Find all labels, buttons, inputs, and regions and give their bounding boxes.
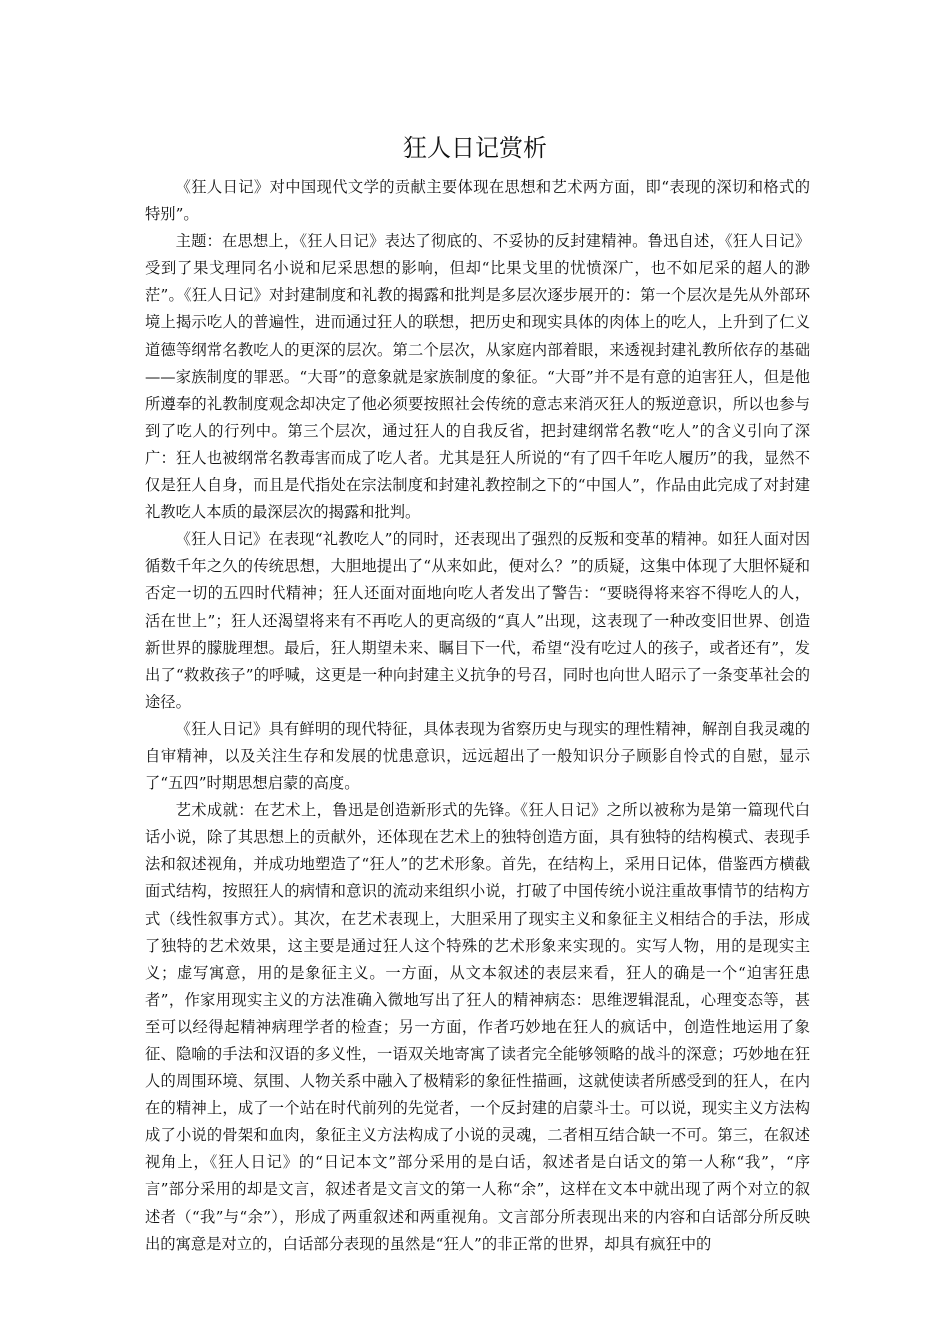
paragraph-artistic-achievement: 艺术成就：在艺术上，鲁迅是创造新形式的先锋。《狂人日记》之所以被称为是第一篇现代白话小说，除了其思想上的贡献外，还体现在艺术上的独特创造方面，具有独特的结构模式、表现手法和叙述视角，并成功地塑造了“狂人”的艺术形象。首先，在结构上，采用日记体，借鉴西方横截面式结构，按照狂人的病情和意识的流动来组织小说，打破了中国传统小说注重故事情节的结构方式（线性叙事方式）。其次，在艺术表现上，大胆采用了现实主义和象征主义相结合的手法，形成了独特的艺术效果，这主要是通过狂人这个特殊的艺术形象来实现的。实写人物，用的是现实主义；虚写寓意，用的是象征主义。一方面，从文本叙述的表层来看，狂人的确是一个“迫害狂患者”，作家用现实主义的方法准确入微地写出了狂人的精神病态：思维逻辑混乱，心理变态等，甚至可以经得起精神病理学者的检查；另一方面，作者巧妙地在狂人的疯话中，创造性地运用了象征、隐喻的手法和汉语的多义性，一语双关地寄寓了读者完全能够领略的战斗的深意；巧妙地在狂人的周围环境、氛围、人物关系中融入了极精彩的象征性描画，这就使读者所感受到的狂人，在内在的精神上，成了一个站在时代前列的先觉者，一个反封建的启蒙斗士。可以说，现实主义方法构成了小说的骨架和血肉，象征主义方法构成了小说的灵魂，二者相互结合缺一不可。第三，在叙述视角上，《狂人日记》的“日记本文”部分采用的是白话，叙述者是白话文的第一人称“我”，“序言”部分采用的却是文言，叙述者是文言文的第一人称“余”，这样在文本中就出现了两个对立的叙述者（“我”与“余”），形成了两重叙述和两重视角。文言部分所表现出来的内容和白话部分所反映出的寓意是对立的，白话部分表现的虽然是“狂人”的非正常的世界，却具有疯狂中的 xyxy=(145,801,810,1253)
paragraph-rebellion: 《狂人日记》在表现“礼教吃人”的同时，还表现出了强烈的反叛和变革的精神。如狂人面对因循数千年之久的传统思想，大胆地提出了“从来如此，便对么？”的质疑，这集中体现了大胆怀疑和否定一切的五四时代精神；狂人还面对面地向吃人者发出了警告：“要晓得将来容不得吃人的人，活在世上”；狂人还渴望将来有不再吃人的更高级的“真人”出现，这表现了一种改变旧世界、创造新世界的朦胧理想。最后，狂人期望未来、瞩目下一代，希望“没有吃过人的孩子，或者还有”，发出了“救救孩子”的呼喊，这更是一种向封建主义抗争的号召，同时也向世人昭示了一条变革社会的途径。 xyxy=(145,530,810,711)
paragraph-intro: 《狂人日记》对中国现代文学的贡献主要体现在思想和艺术两方面，即“表现的深切和格式的特别”。 xyxy=(145,178,810,224)
document-body xyxy=(145,174,810,1258)
document-title: 狂人日记赏析 xyxy=(403,134,547,162)
paragraph-theme: 主题：在思想上，《狂人日记》表达了彻底的、不妥协的反封建精神。鲁迅自述，《狂人日记》受到了果戈理同名小说和尼采思想的影响，但却“比果戈里的忧愤深广，也不如尼采的超人的渺茫”。《狂人日记》对封建制度和礼教的揭露和批判是多层次逐步展开的：第一个层次是先从外部环境上揭示吃人的普遍性，进而通过狂人的联想，把历史和现实具体的肉体上的吃人，上升到了仁义道德等纲常名教吃人的更深的层次。第二个层次，从家庭内部着眼，来透视封建礼教所依存的基础——家族制度的罪恶。“大哥”的意象就是家族制度的象征。“大哥”并不是有意的迫害狂人，但是他所遵奉的礼教制度观念却决定了他必须要按照社会传统的意志来消灭狂人的叛逆意识，所以也参与到了吃人的行列中。第三个层次，通过狂人的自我反省，把封建纲常名教“吃人”的含义引向了深广：狂人也被纲常名教毒害而成了吃人者。尤其是狂人所说的“有了四千年吃人履历”的我，显然不仅是狂人自身，而且是代指处在宗法制度和封建礼教控制之下的“中国人”，作品由此完成了对封建礼教吃人本质的最深层次的揭露和批判。 xyxy=(145,232,810,522)
paragraph-modernity: 《狂人日记》具有鲜明的现代特征，具体表现为省察历史与现实的理性精神，解剖自我灵魂的自审精神，以及关注生存和发展的忧患意识，远远超出了一般知识分子顾影自怜式的自慰，显示了“五四”时期思想启蒙的高度。 xyxy=(145,719,810,793)
